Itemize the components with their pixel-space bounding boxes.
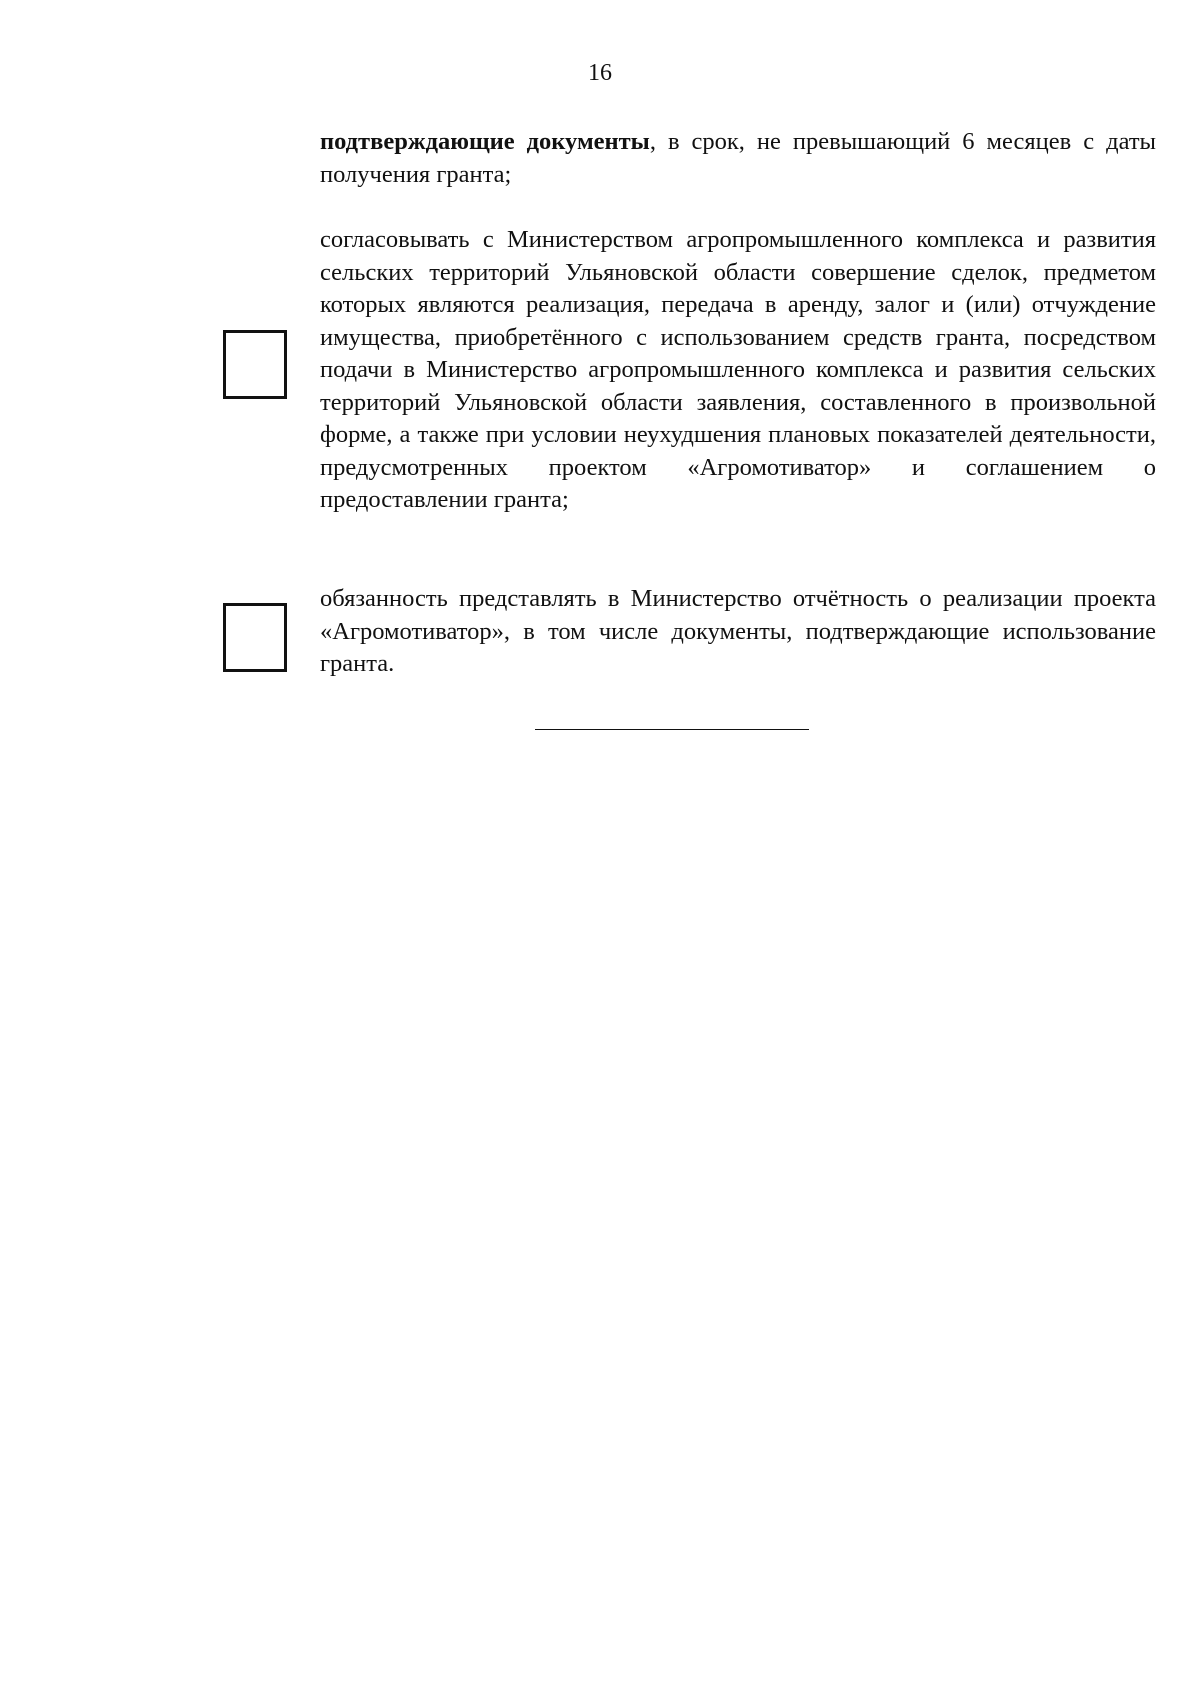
bold-lead-text: подтверждающие документы (320, 128, 650, 155)
paragraph-reporting-obligation: обязанность представлять в Министерство отчётность о реализации проекта «Агромотиватор», в том числе документы, подтверждающие использование гранта. (320, 585, 1156, 677)
paragraph-agreement-with-ministry: согласовывать с Министерством агропромышленного комплекса и развития сельских территорий Ульяновской области совершение сделок, предметом которых являются реализация, передача в аренду, залог и (или) отчуждение имущества, приобретённого с использованием средств гранта, посредством подачи в Министерство агропромышленного комплекса и развития сельских территорий Ульяновской области заявления, составленного в произвольной форме, а также при условии неухудшения плановых показателей деятельности, предусмотренных проектом «Агромотиватор» и соглашением о предоставлении гранта; (320, 226, 1156, 513)
checkbox-reporting[interactable] (223, 603, 287, 672)
page-number: 16 (588, 60, 612, 86)
checkbox-agreement[interactable] (223, 330, 287, 399)
paragraph-text: , в срок, не превышающий 6 месяцев с даты получения гранта; (320, 128, 1156, 188)
paragraph-supporting-documents (320, 126, 1156, 191)
end-of-document-rule (535, 729, 809, 730)
